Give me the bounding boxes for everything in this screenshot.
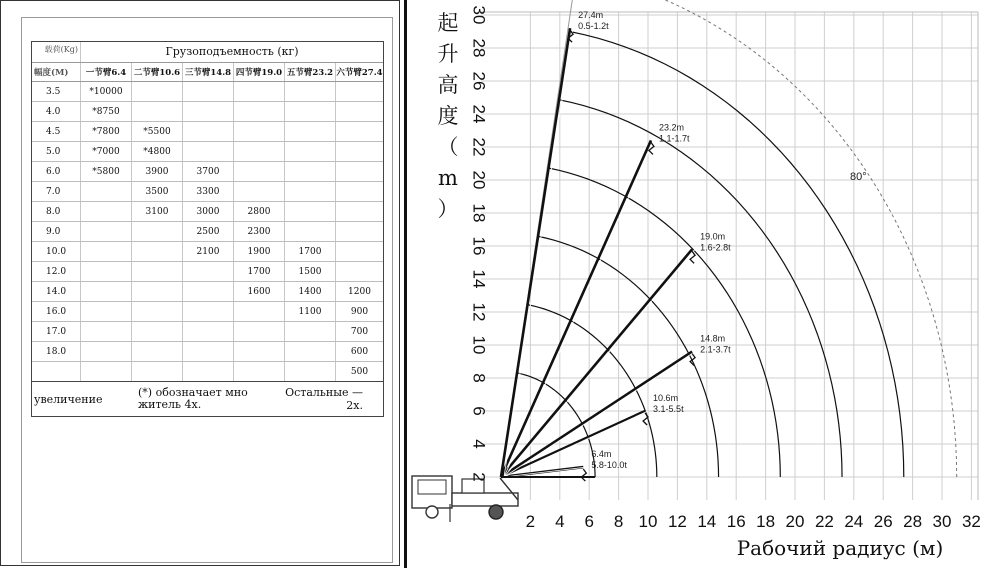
load-cell: *10000 <box>81 82 132 101</box>
load-cell: 3900 <box>132 162 183 181</box>
column-header: 六节臂27.4 <box>336 68 383 78</box>
y-axis-label <box>438 11 459 221</box>
load-cell: 3100 <box>132 202 183 221</box>
radius-cell: 10.0 <box>32 242 81 261</box>
load-cell: 600 <box>350 346 369 357</box>
y-tick-label: 8 <box>469 373 489 383</box>
x-tick-label: 14 <box>697 512 717 531</box>
load-cell: 3000 <box>183 202 234 221</box>
x-tick-label: 16 <box>726 512 746 531</box>
x-tick-label: 26 <box>873 512 893 531</box>
boom-length-label: 23.2m <box>658 122 684 133</box>
load-cell: 2500 <box>183 222 234 241</box>
hook-icon <box>643 413 648 425</box>
load-cell: 1600 <box>234 282 285 301</box>
y-tick-label: 28 <box>469 38 489 58</box>
radius-cell: 16.0 <box>32 302 81 321</box>
corner-radius-label: 幅度(M) <box>32 63 81 81</box>
footer-others: Остальные — 2x. <box>285 386 363 412</box>
x-tick-label: 8 <box>613 512 624 531</box>
truck-icon <box>412 476 518 522</box>
reach-arc <box>560 100 842 477</box>
y-axis-label-char: 升 <box>437 42 459 66</box>
x-axis-ticks <box>526 512 981 531</box>
y-tick-label: 24 <box>469 104 489 124</box>
x-tick-label: 28 <box>903 512 923 531</box>
x-tick-label: 20 <box>785 512 805 531</box>
radius-cell: 4.0 <box>32 102 81 121</box>
load-cell: 1900 <box>234 242 285 261</box>
y-tick-label: 4 <box>469 439 489 449</box>
load-cell: 2800 <box>234 202 285 221</box>
load-cell: 1700 <box>234 262 285 281</box>
y-axis-label-char: m <box>438 166 458 190</box>
load-cell: 500 <box>350 366 369 377</box>
radius-cell: 14.0 <box>32 282 81 301</box>
radius-cell: 7.0 <box>32 182 81 201</box>
x-tick-label: 30 <box>932 512 952 531</box>
radius-cell: 12.0 <box>32 262 81 281</box>
load-cell: 700 <box>350 326 369 337</box>
reach-arc <box>539 237 719 477</box>
y-tick-label: 10 <box>469 335 489 355</box>
y-tick-label: 18 <box>469 203 489 223</box>
y-axis-label-char: 高 <box>437 73 459 97</box>
radius-cell: 5.0 <box>32 142 81 161</box>
load-cell: 2100 <box>183 242 234 261</box>
hook-icon <box>690 251 695 263</box>
load-cell: 3300 <box>183 182 234 201</box>
y-tick-label: 16 <box>469 236 489 256</box>
radius-cell: 17.0 <box>32 322 81 341</box>
load-cell: 3700 <box>183 162 234 181</box>
x-tick-label: 22 <box>814 512 834 531</box>
y-tick-label: 6 <box>469 406 489 416</box>
x-tick-label: 4 <box>555 512 565 531</box>
boom-load-label: 5.8-10.0t <box>591 460 627 471</box>
load-cell: 2300 <box>234 222 285 241</box>
boom-load-label: 0.5-1.2t <box>578 21 609 32</box>
boom-load-label: 1.1-1.7t <box>658 133 690 144</box>
load-cell: 1500 <box>285 262 336 281</box>
load-cell: *4800 <box>132 142 183 161</box>
column-header: 二节臂10.6 <box>132 63 183 81</box>
load-cell: 1100 <box>285 302 336 321</box>
corner-load-label: 载荷(Kg) <box>44 45 78 54</box>
column-header: 三节臂14.8 <box>183 63 234 81</box>
column-header: 四节臂19.0 <box>234 63 285 81</box>
y-tick-label: 20 <box>469 170 489 190</box>
boom-load-label: 1.6-2.8t <box>700 242 731 253</box>
y-tick-label: 12 <box>469 302 489 322</box>
radius-cell: 8.0 <box>32 202 81 221</box>
boom-length-label: 6.4m <box>591 449 612 460</box>
radius-cell: 6.0 <box>32 162 81 181</box>
boom-line-highlight <box>504 249 695 477</box>
capacity-title: Грузоподъемность (кг) <box>165 45 299 58</box>
load-cell: *7800 <box>81 122 132 141</box>
y-axis-label-char: （ <box>437 135 459 159</box>
load-cell: *8750 <box>81 102 132 121</box>
footer-note: (*) обозначает мно житель 4x. <box>138 386 248 411</box>
x-tick-label: 18 <box>756 512 776 531</box>
y-axis-label-char: 起 <box>437 11 459 35</box>
y-axis-ticks <box>470 0 489 482</box>
y-tick-label: 30 <box>469 5 489 25</box>
x-tick-label: 24 <box>844 512 864 531</box>
reach-arc <box>549 168 780 477</box>
load-cell: 3500 <box>132 182 183 201</box>
load-cell: 1200 <box>348 286 371 297</box>
y-axis-label-char: 度 <box>437 104 459 128</box>
radius-cell: 3.5 <box>32 82 81 101</box>
y-tick-label: 2 <box>469 472 489 482</box>
radius-cell: 18.0 <box>32 342 81 361</box>
y-axis-label-char: ） <box>437 197 459 221</box>
load-cell: 1700 <box>285 242 336 261</box>
reach-arcs <box>501 0 957 477</box>
load-cell: 900 <box>350 306 369 317</box>
boom-length-label: 14.8m <box>700 333 726 344</box>
load-cell: *7000 <box>81 142 132 161</box>
boom-load-label: 3.1-5.5t <box>653 404 684 414</box>
max-angle-label: 80° <box>850 171 867 183</box>
boom-length-label: 19.0m <box>700 231 726 242</box>
load-cell: 1400 <box>285 282 336 301</box>
radius-cell: 9.0 <box>32 222 81 241</box>
x-tick-label: 10 <box>638 512 658 531</box>
y-tick-label: 26 <box>469 71 489 91</box>
boom-length-label: 27.4m <box>578 10 604 21</box>
load-cell: *5800 <box>81 162 132 181</box>
boom-line-highlight <box>504 28 573 477</box>
x-tick-label: 6 <box>584 512 594 531</box>
x-tick-label: 32 <box>961 512 981 531</box>
boom-load-label: 2.1-3.7t <box>700 344 731 355</box>
y-tick-label: 14 <box>469 269 489 289</box>
x-tick-label: 2 <box>525 512 536 531</box>
radius-cell: 4.5 <box>32 122 81 141</box>
x-tick-label: 12 <box>667 512 687 531</box>
column-header: 五节臂23.2 <box>285 63 336 81</box>
footer-increase: увеличение <box>34 392 103 406</box>
load-cell: *5500 <box>132 122 183 141</box>
hook-icon <box>581 469 586 481</box>
y-tick-label: 22 <box>469 137 489 157</box>
boom-length-label: 10.6m <box>653 393 679 403</box>
x-axis-label: Рабочий радиус (м) <box>736 536 944 560</box>
column-header: 一节臂6.4 <box>81 63 132 81</box>
